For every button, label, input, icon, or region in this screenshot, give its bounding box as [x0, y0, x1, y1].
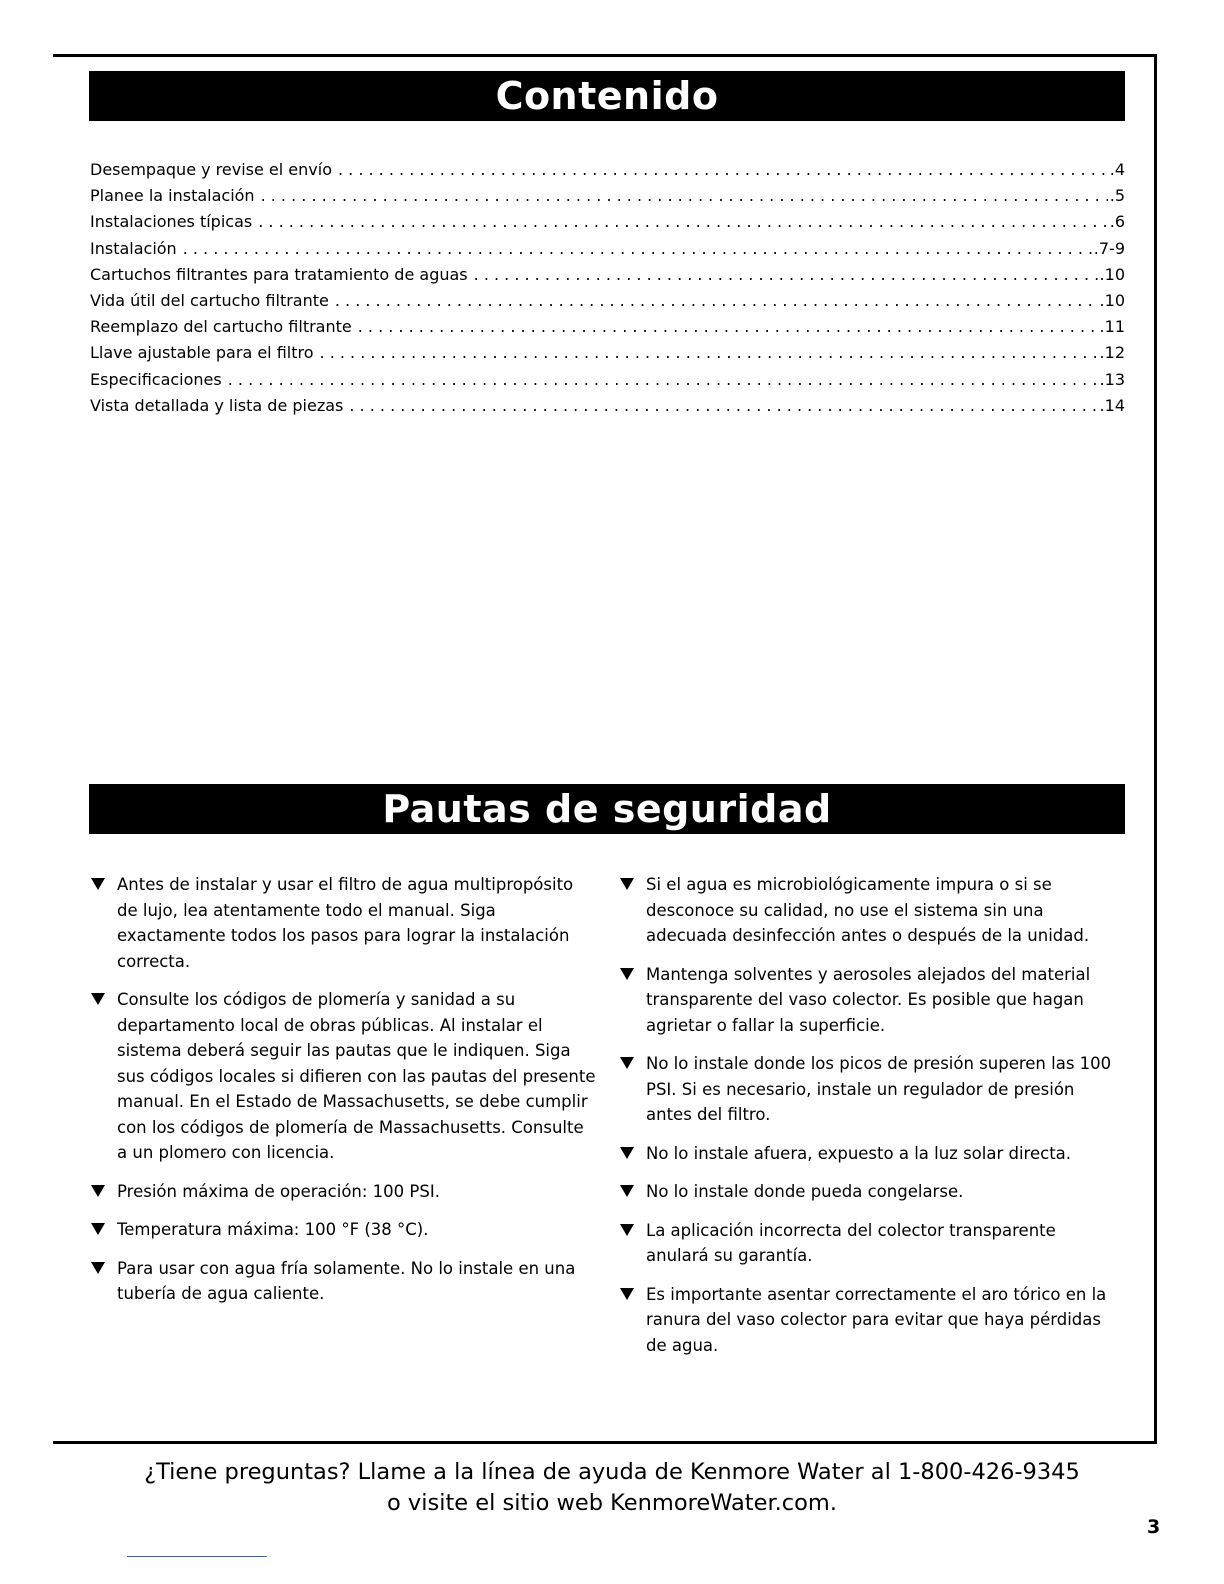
toc-entry-page: .11 — [1099, 317, 1125, 337]
safety-item — [619, 1051, 1119, 1128]
toc-entry-title: Vida útil del cartucho filtrante — [90, 290, 329, 310]
safety-item — [619, 1282, 1119, 1359]
safety-item — [90, 1217, 596, 1243]
toc-entry[interactable] — [90, 236, 1125, 262]
toc-entry-title: Llave ajustable para el filtro — [90, 343, 314, 363]
safety-item — [619, 1141, 1119, 1167]
safety-item-text: Si el agua es microbiológicamente impura o si se desconoce su calidad, no use el sistema sin una adecuada desinfección antes o después de la unidad. — [646, 875, 1090, 945]
toc-entry-title: Reemplazo del cartucho filtrante — [90, 317, 352, 337]
toc-entry-title: Cartuchos filtrantes para tratamiento de aguas — [90, 264, 468, 284]
toc-leader-dots — [349, 393, 1097, 419]
toc-entry-title: Desempaque y revise el envío — [90, 160, 332, 179]
triangle-bullet-icon — [620, 968, 634, 980]
toc-entry-page: .4 — [1109, 160, 1125, 179]
toc-entry-page: .14 — [1099, 395, 1125, 415]
toc-entry[interactable] — [90, 209, 1125, 235]
toc-entry-page: .10 — [1099, 264, 1125, 284]
safety-item-text: Temperatura máxima: 100 °F (38 °C). — [117, 1220, 429, 1239]
toc-leader-dots — [358, 314, 1098, 340]
triangle-bullet-icon — [620, 1057, 634, 1069]
toc-entry[interactable] — [90, 393, 1125, 419]
triangle-bullet-icon — [620, 1224, 634, 1236]
toc-entry[interactable] — [90, 183, 1125, 209]
safety-item-text: No lo instale donde los picos de presión superen las 100 PSI. Si es necesario, instale un regulador de presión antes del filtro. — [646, 1054, 1112, 1124]
triangle-bullet-icon — [91, 878, 105, 890]
safety-item-text: Consulte los códigos de plomería y sanidad a su departamento local de obras públicas. Al instalar el sistema deberá seguir las pautas que le indiquen. Siga sus códigos locales si difieren con las pautas del presente manual. En el Estado de Massachusetts, se debe cumplir con los códigos de plomería de Massachusetts. Consulte a un plomero con licencia. — [117, 990, 596, 1162]
toc-leader-dots — [335, 288, 1098, 314]
safety-item-text: Presión máxima de operación: 100 PSI. — [117, 1181, 440, 1201]
triangle-bullet-icon — [91, 1223, 105, 1235]
helpline-text: ¿Tiene preguntas? Llame a la línea de ayuda de Kenmore Water al 1-800-426-9345 — [144, 1459, 1080, 1485]
safety-item — [90, 1256, 596, 1307]
table-of-contents — [90, 157, 1125, 419]
safety-item-text: Es importante asentar correctamente el aro tórico en la ranura del vaso colector para evitar que haya pérdidas de agua. — [646, 1284, 1107, 1355]
toc-entry[interactable] — [90, 288, 1125, 314]
safety-item-text: No lo instale afuera, expuesto a la luz solar directa. — [646, 1143, 1072, 1163]
toc-entry-title: Instalación — [90, 238, 177, 258]
toc-entry[interactable] — [90, 314, 1125, 340]
triangle-bullet-icon — [91, 1262, 105, 1274]
safety-heading: Pautas de seguridad — [89, 784, 1125, 834]
toc-entry-page: .13 — [1099, 369, 1125, 389]
triangle-bullet-icon — [91, 1185, 105, 1197]
safety-item-text: Antes de instalar y usar el filtro de agua multipropósito de lujo, lea atentamente todo el manual. Siga exactamente todos los pasos para lograr la instalación correcta. — [117, 875, 574, 971]
safety-item — [619, 962, 1119, 1039]
safety-item — [90, 1179, 596, 1205]
safety-column-right — [619, 872, 1119, 1371]
toc-leader-dots — [183, 236, 1092, 262]
triangle-bullet-icon — [91, 993, 105, 1005]
page-number: 3 — [1147, 1516, 1161, 1538]
toc-leader-dots — [320, 340, 1098, 366]
safety-item-text: La aplicación incorrecta del colector transparente anulará su garantía. — [646, 1220, 1056, 1265]
triangle-bullet-icon — [620, 878, 634, 890]
toc-entry-title: Especificaciones — [90, 369, 222, 389]
toc-leader-dots — [258, 209, 1108, 235]
safety-item-text: No lo instale donde pueda congelarse. — [646, 1182, 964, 1201]
toc-entry-title: Instalaciones típicas — [90, 212, 253, 232]
safety-item — [619, 1218, 1119, 1269]
toc-entry[interactable] — [90, 367, 1125, 393]
safety-item-text: Para usar con agua fría solamente. No lo instale en una tubería de agua caliente. — [117, 1258, 576, 1303]
safety-item — [619, 1179, 1119, 1205]
toc-leader-dots — [474, 262, 1098, 288]
triangle-bullet-icon — [620, 1185, 634, 1197]
website-text: o visite el sitio web KenmoreWater.com. — [387, 1490, 837, 1516]
toc-entry-page: .5 — [1109, 186, 1125, 206]
safety-item — [619, 872, 1119, 949]
contents-heading: Contenido — [89, 71, 1125, 121]
safety-column-left — [90, 872, 596, 1320]
toc-leader-dots — [261, 183, 1108, 209]
toc-leader-dots — [338, 157, 1108, 183]
safety-item-text: Mantenga solventes y aerosoles alejados del material transparente del vaso colector. Es posible que hagan agrietar o fallar la superficie. — [646, 964, 1091, 1035]
toc-entry-page: .12 — [1099, 343, 1125, 363]
link-underline — [127, 1556, 267, 1557]
toc-entry[interactable] — [90, 340, 1125, 366]
toc-entry-page: .6 — [1109, 212, 1125, 232]
safety-item — [90, 987, 596, 1166]
toc-entry[interactable] — [90, 262, 1125, 288]
triangle-bullet-icon — [620, 1147, 634, 1159]
toc-leader-dots — [228, 367, 1098, 393]
toc-entry-page: .10 — [1099, 290, 1125, 310]
toc-entry[interactable] — [90, 157, 1125, 183]
toc-entry-title: Planee la instalación — [90, 186, 255, 206]
safety-item — [90, 872, 596, 974]
toc-entry-page: .7-9 — [1093, 238, 1125, 258]
toc-entry-title: Vista detallada y lista de piezas — [90, 395, 344, 415]
triangle-bullet-icon — [620, 1288, 634, 1300]
